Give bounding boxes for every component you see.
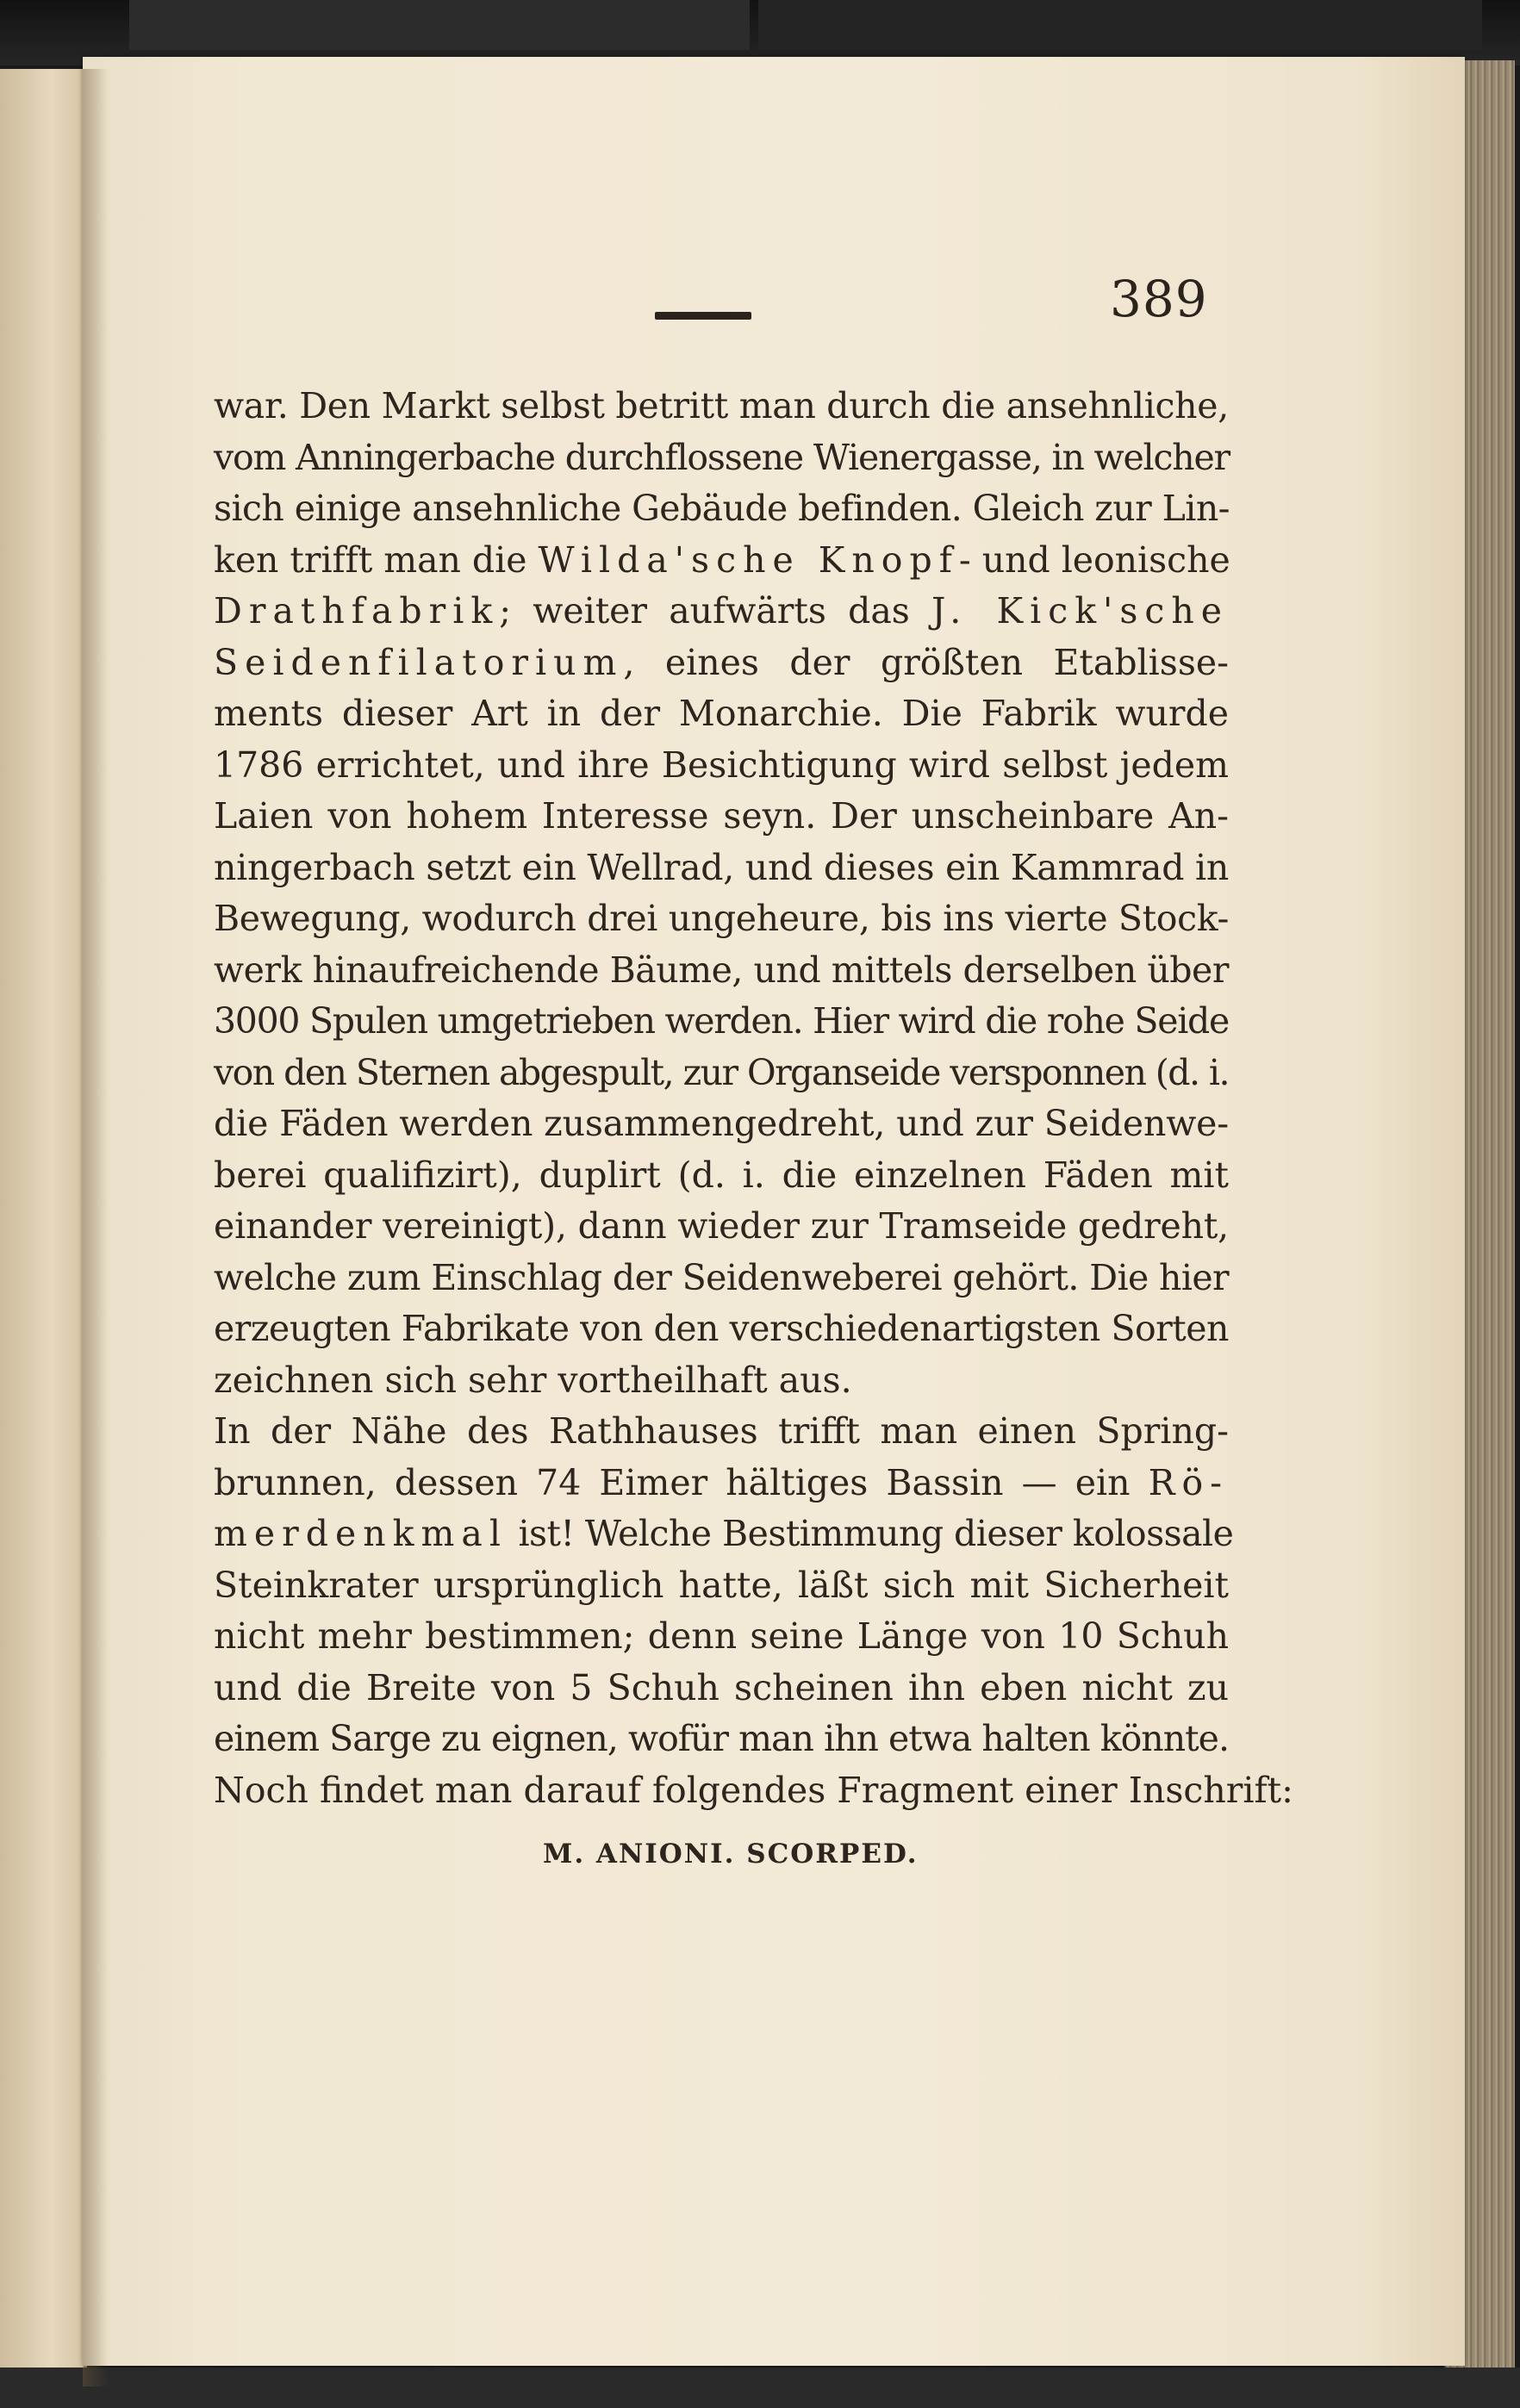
text-line: nicht mehr bestimmen; denn seine Länge von 10 Schuh — [214, 1615, 1229, 1657]
spaced-emphasis: Drathfabrik — [214, 590, 500, 632]
text-line: ningerbach setzt ein Wellrad, und dieses ein Kammrad in — [214, 846, 1229, 888]
header-rule — [655, 312, 751, 320]
spaced-emphasis: merdenkmal — [214, 1513, 508, 1554]
text-line: Seidenfilatorium, eines der größten Etablisse- — [214, 641, 1229, 683]
gutter-shadow — [83, 69, 109, 2386]
text-line: berei qualifizirt), duplirt (d. i. die einzelnen Fäden mit — [214, 1154, 1229, 1196]
text-line: merdenkmal ist! Welche Bestimmung dieser kolossale — [214, 1513, 1234, 1554]
text-line: werk hinaufreichende Bäume, und mittels derselben über — [214, 949, 1229, 991]
text-line: Laien von hohem Interesse seyn. Der unscheinbare An- — [214, 795, 1229, 837]
text-line: In der Nähe des Rathhauses trifft man einen Spring- — [214, 1410, 1229, 1452]
text-line: Steinkrater ursprünglich hatte, läßt sich mit Sicherheit — [214, 1564, 1229, 1606]
body-text — [214, 381, 1293, 1816]
page-number: 389 — [1110, 270, 1208, 328]
spaced-emphasis: Rö- — [1148, 1461, 1229, 1503]
spaced-emphasis: J. Kick'sche — [931, 590, 1230, 632]
text-line: Noch findet man darauf folgendes Fragment einer Inschrift: — [214, 1769, 1293, 1811]
text-line: Drathfabrik; weiter aufwärts das J. Kick'sche — [214, 590, 1230, 632]
text-line: welche zum Einschlag der Seidenweberei gehört. Die hier — [214, 1256, 1229, 1298]
text-line: 1786 errichtet, und ihre Besichtigung wird selbst jedem — [214, 744, 1229, 786]
text-line: brunnen, dessen 74 Eimer hältiges Bassin — ein Rö- — [214, 1461, 1229, 1503]
scanner-background-notch — [758, 0, 1482, 50]
inscription-fragment: M. ANIONI. SCORPED. — [543, 1839, 919, 1870]
text-line: und die Breite von 5 Schuh scheinen ihn eben nicht zu — [214, 1666, 1229, 1708]
text-line: vom Anningerbache durchflossene Wienergasse, in welcher — [214, 436, 1230, 478]
scanner-background-notch — [129, 0, 750, 50]
scanner-background-bottom — [0, 2368, 1520, 2408]
text-line: einander vereinigt), dann wieder zur Tramseide gedreht, — [214, 1205, 1229, 1247]
text-line: einem Sarge zu eignen, wofür man ihn etwa halten könnte. — [214, 1718, 1229, 1759]
left-page-edge — [0, 69, 87, 2386]
spaced-emphasis: Wilda'sche Knopf — [538, 538, 959, 581]
text-line: erzeugten Fabrikate von den verschiedenartigsten Sorten — [214, 1308, 1229, 1349]
text-line: Bewegung, wodurch drei ungeheure, bis ins vierte Stock- — [214, 898, 1229, 939]
text-line: ken trifft man die Wilda'sche Knopf- und leonische — [214, 538, 1230, 581]
text-line: von den Sternen abgespult, zur Organseide versponnen (d. i. — [214, 1051, 1229, 1093]
text-line: zeichnen sich sehr vortheilhaft aus. — [214, 1359, 852, 1401]
text-line: 3000 Spulen umgetrieben werden. Hier wird die rohe Seide — [214, 1000, 1229, 1042]
text-line: war. Den Markt selbst betritt man durch die ansehnliche, — [214, 385, 1229, 426]
text-line: ments dieser Art in der Monarchie. Die Fabrik wurde — [214, 693, 1229, 734]
spaced-emphasis: Seidenfilatorium — [214, 641, 624, 683]
text-line: sich einige ansehnliche Gebäude befinden. Gleich zur Lin- — [214, 488, 1230, 529]
text-line: die Fäden werden zusammengedreht, und zur Seidenwe- — [214, 1103, 1229, 1144]
